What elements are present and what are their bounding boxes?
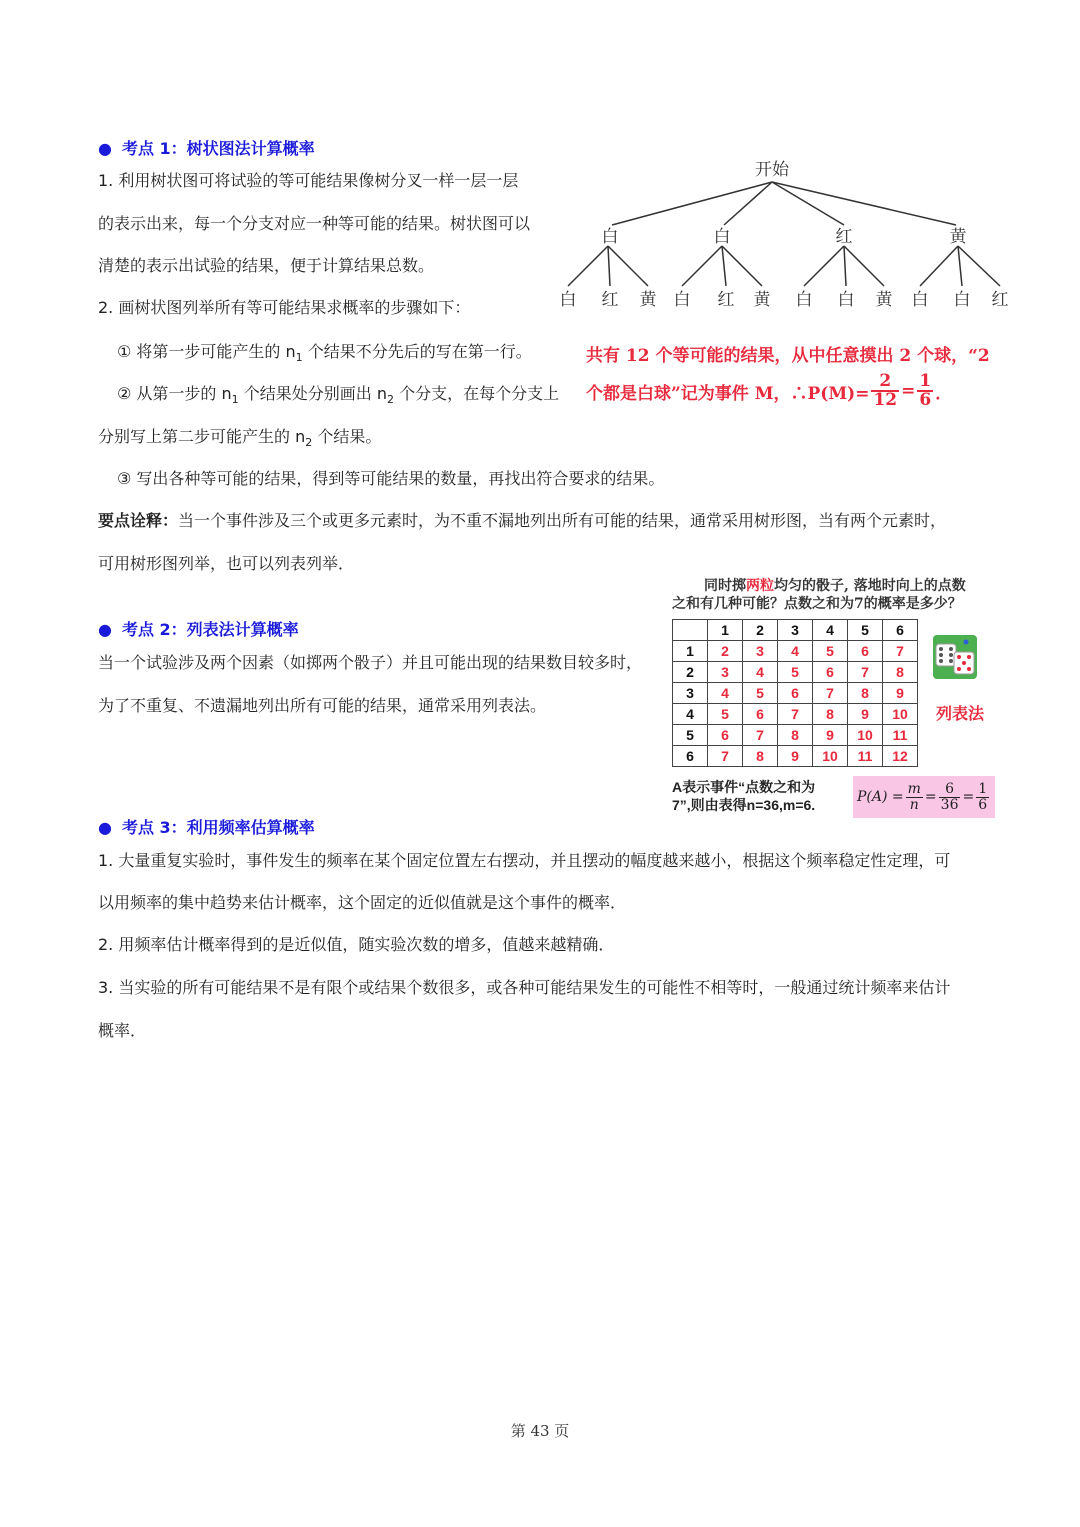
page-number: 第 43 页 <box>510 1422 570 1440</box>
dice-icon <box>932 634 978 680</box>
tree-caption-line-2: 个都是白球”记为事件 M，∴P(M)= $\frac{2}{12}$ = $\frac{1}{6}$ ． <box>586 371 953 410</box>
table-cell: 3 <box>708 662 743 683</box>
table-cell: 8 <box>778 725 813 746</box>
section-2-line-2: 为了不重复、不遗漏地列出所有可能的结果，通常采用列表法。 <box>98 696 547 715</box>
section-3-title: ● 考点 3：利用频率估算概率 <box>98 818 315 837</box>
fraction: $\frac{6}{36}$ <box>940 780 959 813</box>
section-1-note-line-2: 可用树形图列举，也可以列表列举． <box>98 554 355 573</box>
tree-node-l1: 红 <box>835 227 853 247</box>
bullet-icon: ● <box>98 139 112 158</box>
tree-leaf: 红 <box>991 290 1009 310</box>
section-3-line-1: 1. 大量重复实验时，事件发生的频率在某个固定位置左右摆动，并且摆动的幅度越来越小，根据这个频率稳定性定理，可 <box>98 851 951 870</box>
fraction: $\frac{2}{12}$ <box>873 371 898 410</box>
table-cell: 6 <box>778 683 813 704</box>
table-cell <box>673 620 708 641</box>
table-cell: 4 <box>778 641 813 662</box>
tree-leaf: 黄 <box>875 290 893 310</box>
tree-caption-line-1: 共有 12 个等可能的结果，从中任意摸出 2 个球，“2 <box>586 346 990 366</box>
section-1-line-3: 清楚的表示出试验的结果，便于计算结果总数。 <box>98 256 435 275</box>
table-cell: 3 <box>673 683 708 704</box>
bullet-icon: ● <box>98 620 112 639</box>
tree-branches <box>568 182 1000 286</box>
table-cell: 7 <box>813 683 848 704</box>
section-1-line-2: 的表示出来，每一个分支对应一种等可能的结果。树状图可以 <box>98 214 531 233</box>
table-cell: 8 <box>848 683 883 704</box>
table-cell: 12 <box>883 746 918 767</box>
table-cell: 7 <box>743 725 778 746</box>
tree-leaf: 白 <box>673 290 691 310</box>
table-row <box>673 662 918 683</box>
probability-formula: P(A) = $\frac{m}{n}$ = $\frac{6}{36}$ = $\frac{1}{6}$ <box>853 776 995 818</box>
table-cell: 7 <box>883 641 918 662</box>
table-cell: 2 <box>743 620 778 641</box>
table-cell: 9 <box>848 704 883 725</box>
event-line-1: A表示事件“点数之和为 <box>672 779 816 795</box>
section-3-line-2: 以用频率的集中趋势来估计概率，这个固定的近似值就是这个事件的概率． <box>98 893 627 912</box>
tree-node-l1: 白 <box>713 227 731 247</box>
table-cell: 5 <box>743 683 778 704</box>
table-row <box>673 725 918 746</box>
table-row <box>673 683 918 704</box>
section-1-step-1: ① 将第一步可能产生的 $n_1$ 个结果不分先后的写在第一行。 <box>117 342 532 365</box>
table-cell: 8 <box>813 704 848 725</box>
table-cell: 4 <box>708 683 743 704</box>
section-2-title: ● 考点 2：列表法计算概率 <box>98 620 299 639</box>
table-method-label: 列表法 <box>936 704 985 723</box>
table-cell: 8 <box>743 746 778 767</box>
section-3-line-3: 2. 用频率估计概率得到的是近似值，随实验次数的增多，值越来越精确． <box>98 935 615 954</box>
bullet-icon: ● <box>98 818 112 837</box>
table-cell: 8 <box>883 662 918 683</box>
table-cell: 2 <box>708 641 743 662</box>
note-label: 要点诠释： <box>98 511 179 530</box>
table-cell: 7 <box>778 704 813 725</box>
table-cell: 6 <box>743 704 778 725</box>
section-1-line-1: 1. 利用树状图可将试验的等可能结果像树分叉一样一层一层 <box>98 171 519 190</box>
table-cell: 3 <box>743 641 778 662</box>
fraction: $\frac{1}{6}$ <box>978 780 988 813</box>
table-cell: 5 <box>778 662 813 683</box>
tree-leaf: 白 <box>795 290 813 310</box>
dice-question-line-2: 之和有几种可能？点数之和为7的概率是多少？ <box>672 596 962 612</box>
table-cell: 10 <box>883 704 918 725</box>
table-cell: 9 <box>813 725 848 746</box>
tree-leaf: 黄 <box>639 290 657 310</box>
table-cell: 6 <box>848 641 883 662</box>
table-cell: 9 <box>778 746 813 767</box>
table-cell: 4 <box>673 704 708 725</box>
tree-leaf: 白 <box>953 290 971 310</box>
section-3-line-4: 3. 当实验的所有可能结果不是有限个或结果个数很多，或各种可能结果发生的可能性不相等时，一般通过统计频率来估计 <box>98 978 951 997</box>
table-row <box>673 746 918 767</box>
tree-root: 开始 <box>755 160 789 180</box>
dice-sum-table <box>672 619 918 767</box>
note-text: 当一个事件涉及三个或更多元素时，为不重不漏地列出所有可能的结果，通常采用树形图，当有两个元素时， <box>178 511 947 530</box>
section-1-step-3: ③ 写出各种等可能的结果，得到等可能结果的数量，再找出符合要求的结果。 <box>117 469 665 488</box>
table-cell: 5 <box>673 725 708 746</box>
table-row <box>673 641 918 662</box>
table-cell: 10 <box>848 725 883 746</box>
tree-leaf: 红 <box>717 290 735 310</box>
tree-leaf: 白 <box>837 290 855 310</box>
table-cell: 7 <box>708 746 743 767</box>
tree-leaf: 白 <box>559 290 577 310</box>
table-cell: 2 <box>673 662 708 683</box>
section-2-line-1: 当一个试验涉及两个因素（如掷两个骰子）并且可能出现的结果数目较多时， <box>98 653 643 672</box>
table-cell: 6 <box>813 662 848 683</box>
table-cell: 11 <box>883 725 918 746</box>
section-3-line-5: 概率． <box>98 1021 147 1040</box>
table-cell: 5 <box>708 704 743 725</box>
fraction: $\frac{m}{n}$ <box>907 780 921 813</box>
table-cell: 7 <box>848 662 883 683</box>
table-cell: 10 <box>813 746 848 767</box>
dice-question-line-1: 同时掷两粒均匀的骰子, 落地时向上的点数 <box>704 578 966 594</box>
table-cell: 9 <box>883 683 918 704</box>
tree-node-l1: 黄 <box>949 227 967 247</box>
table-header-row <box>673 620 918 641</box>
section-1-note <box>98 511 946 531</box>
section-1-step-2: ② 从第一步的 $n_1$ 个结果处分别画出 $n_2$ 个分支，在每个分支上 <box>117 384 560 407</box>
table-cell: 4 <box>813 620 848 641</box>
table-row <box>673 704 918 725</box>
section-1-title: ● 考点 1：树状图法计算概率 <box>98 139 315 158</box>
table-cell: 5 <box>813 641 848 662</box>
tree-node-l1: 白 <box>601 227 619 247</box>
tree-diagram <box>550 150 1030 320</box>
table-cell: 6 <box>883 620 918 641</box>
tree-leaf: 红 <box>601 290 619 310</box>
section-1-line-4: 2. 画树状图列举所有等可能结果求概率的步骤如下： <box>98 298 471 317</box>
table-cell: 1 <box>708 620 743 641</box>
table-cell: 3 <box>778 620 813 641</box>
tree-leaf: 黄 <box>753 290 771 310</box>
section-1-step-2-cont: 分别写上第二步可能产生的 $n_2$ 个结果。 <box>98 427 382 450</box>
table-cell: 4 <box>743 662 778 683</box>
event-line-2: 7”,则由表得n=36,m=6. <box>672 797 816 813</box>
tree-leaf: 白 <box>911 290 929 310</box>
fraction: $\frac{1}{6}$ <box>919 371 932 410</box>
table-cell: 6 <box>673 746 708 767</box>
table-cell: 5 <box>848 620 883 641</box>
table-cell: 1 <box>673 641 708 662</box>
table-cell: 6 <box>708 725 743 746</box>
table-cell: 11 <box>848 746 883 767</box>
